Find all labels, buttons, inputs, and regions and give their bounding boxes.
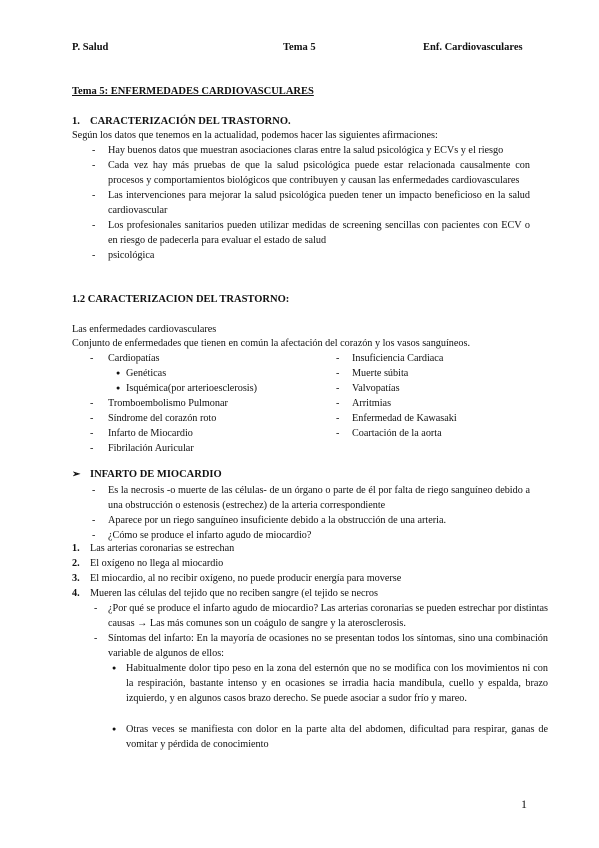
- dash-marker: -: [94, 603, 98, 614]
- dash-marker: -: [336, 353, 340, 364]
- section-1-2-paragraph-2: Conjunto de enfermedades que tienen en común la afectación del corazón y los vasos sanguíneos.: [72, 338, 471, 349]
- list-item: Muerte súbita: [352, 368, 409, 379]
- list-item: [90, 601, 548, 631]
- list-item: [108, 722, 548, 752]
- dash-marker: -: [90, 398, 94, 409]
- dash-marker: -: [92, 190, 96, 201]
- list-item: Isquémica(por arterioesclerosis): [126, 383, 257, 394]
- dash-marker: -: [92, 160, 96, 171]
- section-1-intro: Según los datos que tenemos en la actualidad, podemos hacer las siguientes afirmaciones:: [72, 130, 438, 141]
- header-left: P. Salud: [72, 42, 109, 53]
- list-item-text: Las intervenciones para mejorar la salud psicológica pueden tener un impacto beneficioso en la salud cardiovascular: [108, 190, 530, 216]
- list-item: Coartación de la aorta: [352, 428, 442, 439]
- list-item-text: Hay buenos datos que muestran asociaciones claras entre la salud psicológica y ECVs y el riesgo: [108, 145, 504, 156]
- dash-marker: -: [92, 220, 96, 231]
- list-item-text: Los profesionales sanitarios pueden utilizar medidas de screening sencillas con pacientes con ECV o en riesgo de padecerla para evaluar el estado de salud: [108, 220, 530, 246]
- step-number: 1.: [72, 543, 80, 554]
- list-item: [90, 631, 548, 661]
- dash-marker: -: [90, 353, 94, 364]
- arrow-bullet-icon: ➢: [72, 469, 81, 480]
- list-item-text: Síntomas del infarto: En la mayoría de ocasiones no se presentan todos los síntomas, sino una combinación variable de algunos de ellos:: [108, 633, 548, 659]
- list-item: Genéticas: [126, 368, 167, 379]
- list-item-text: ¿Por qué se produce el infarto agudo de miocardio? Las arterias coronarias se pueden estrechar por distintas causas → Las más comunes son un coágulo de sangre y la aterosclerosis.: [108, 603, 548, 629]
- list-item: Enfermedad de Kawasaki: [352, 413, 457, 424]
- dash-marker: -: [336, 383, 340, 394]
- step-number: 2.: [72, 558, 80, 569]
- step-text: Las arterias coronarias se estrechan: [90, 543, 235, 554]
- bullet-marker: ●: [116, 384, 121, 392]
- header-right: Enf. Cardiovasculares: [423, 42, 523, 53]
- step-text: Mueren las células del tejido que no reciben sangre (el tejido se necros: [90, 588, 378, 599]
- step-number: 4.: [72, 588, 80, 599]
- section-1-2-paragraph-1: Las enfermedades cardiovasculares: [72, 324, 217, 335]
- page-number: 1: [521, 797, 527, 811]
- dash-marker: -: [336, 428, 340, 439]
- bullet-marker: ●: [116, 369, 121, 377]
- list-item: [72, 188, 530, 218]
- list-item: Insuficiencia Cardiaca: [352, 353, 444, 364]
- document-title: Tema 5: ENFERMEDADES CARDIOVASCULARES: [72, 86, 314, 97]
- list-item: Arritmias: [352, 398, 392, 409]
- list-item: [72, 248, 530, 263]
- dash-marker: -: [94, 633, 98, 644]
- list-item: [72, 513, 530, 528]
- section-1-2-title: 1.2 CARACTERIZACION DEL TRASTORNO:: [72, 294, 290, 305]
- dash-marker: -: [92, 530, 96, 541]
- dash-marker: -: [92, 485, 96, 496]
- step-text: El miocardio, al no recibir oxígeno, no puede producir energía para moverse: [90, 573, 402, 584]
- list-item: Valvopatías: [352, 383, 400, 394]
- list-item-text: ¿Cómo se produce el infarto agudo de miocardio?: [108, 530, 312, 541]
- dash-marker: -: [92, 145, 96, 156]
- list-item: [72, 158, 530, 188]
- list-item: [72, 483, 530, 513]
- list-item-text: psicológica: [108, 250, 155, 261]
- list-item: Síndrome del corazón roto: [108, 413, 217, 424]
- dash-marker: -: [92, 515, 96, 526]
- section-1-title: CARACTERIZACIÓN DEL TRASTORNO.: [90, 116, 291, 127]
- list-item-text: Otras veces se manifiesta con dolor en la parte alta del abdomen, dificultad para respirar, ganas de vomitar y pérdida de conocimiento: [126, 724, 548, 750]
- dash-marker: -: [90, 443, 94, 454]
- section-1-list: [72, 143, 530, 263]
- dash-marker: -: [90, 413, 94, 424]
- step-number: 3.: [72, 573, 80, 584]
- list-item-text: Aparece por un riego sanguíneo insuficiente debido a la obstrucción de una arteria.: [108, 515, 447, 526]
- list-item: Cardiopatías: [108, 353, 160, 364]
- dash-marker: -: [336, 368, 340, 379]
- infarto-title: INFARTO DE MIOCARDIO: [90, 469, 222, 480]
- header-center: Tema 5: [283, 42, 316, 53]
- dash-marker: -: [336, 398, 340, 409]
- list-item: [108, 661, 548, 706]
- list-item-text: Es la necrosis -o muerte de las células- de un órgano o parte de él por falta de riego sanguíneo debido a una obstrucción o estenosis (estrechez) de la arteria correspondiente: [108, 485, 530, 511]
- section-1-number: 1.: [72, 116, 80, 127]
- list-item: [72, 218, 530, 248]
- list-item: Tromboembolismo Pulmonar: [108, 398, 228, 409]
- bullet-marker: ●: [112, 664, 117, 672]
- list-item-text: Habitualmente dolor tipo peso en la zona del esternón que no se modifica con los movimientos ni con la respiración, bastante intenso y en ocasiones se irradia hacia mandíbula, cuello y espalda, brazo izquierdo, y en algunos casos brazo derecho. Se puede asociar a sudor frío y mareo.: [126, 663, 548, 704]
- dash-marker: -: [336, 413, 340, 424]
- dash-marker: -: [92, 250, 96, 261]
- dash-marker: -: [90, 428, 94, 439]
- list-item: Infarto de Miocardio: [108, 428, 193, 439]
- list-item: Fibrilación Auricular: [108, 443, 194, 454]
- infarto-dash-list: [72, 483, 530, 543]
- list-item: [72, 143, 530, 158]
- bullet-marker: ●: [112, 725, 117, 733]
- list-item-text: Cada vez hay más pruebas de que la salud psicológica puede estar relacionada causalmente con procesos y comportamientos biológicos que contribuyen y causan las enfermedades cardiovasculares: [108, 160, 530, 186]
- step-text: El oxígeno no llega al miocardio: [90, 558, 224, 569]
